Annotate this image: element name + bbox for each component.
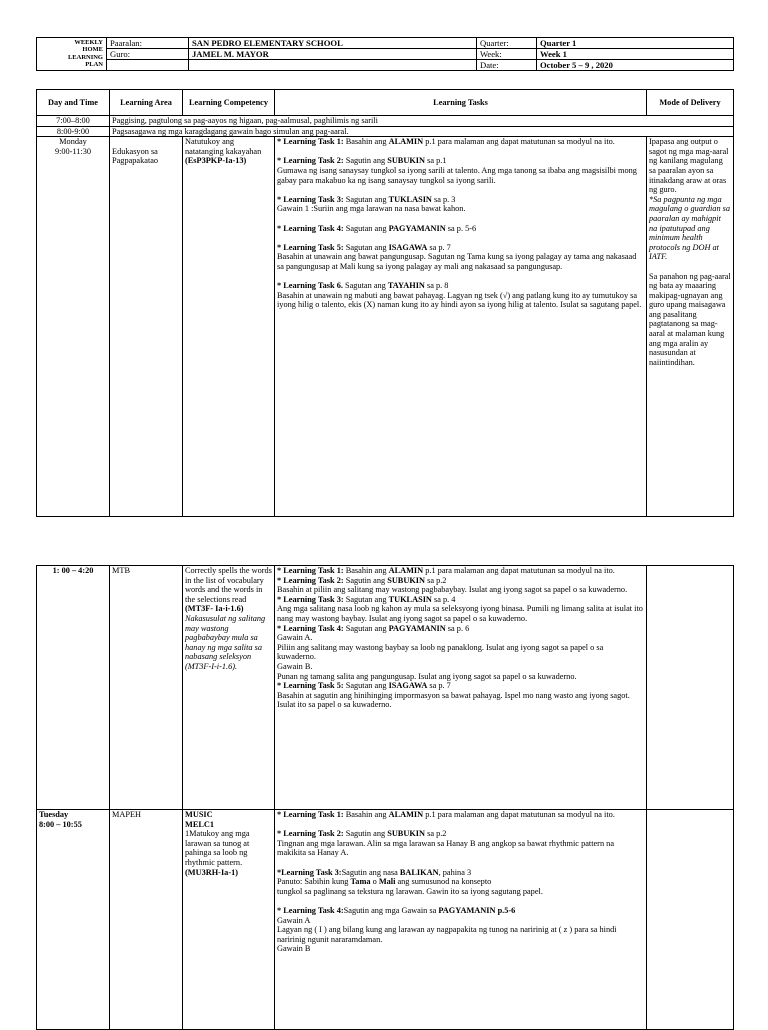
esp-area-cell xyxy=(110,137,183,517)
learning-task: * Learning Task 5: Sagutan ang ISAGAWA sa p. 7 Basahin at sagutin ang hinihinging impormasyon sa bawat pahayag. Ispel mo nang wasto ang iyong sagot. Isulat ito sa papel o sa kuwaderno. xyxy=(277,681,630,710)
esp-day-time xyxy=(37,137,110,517)
mode-text: Sa panahon ng pag-aaral ng bata ay maaaring makipag-ugnayan ang guro upang maisagawa ang pasalitang pagtatanong sa mag-aaral at malaman kung ang mga aralin ay nasusundan at naiintindihan. xyxy=(649,271,731,367)
routine-activity: Paggising, pagtulong sa pag-aayos ng higaan, pag-aalmusal, paghilimis ng sarili xyxy=(110,116,734,127)
quarter-label: Quarter: xyxy=(477,38,537,49)
learning-task: * Learning Task 3: Sagutan ang TUKLASIN sa p. 4 Ang mga salitang nasa loob ng kahon ay mula sa seleksyong iyong binasa. Pumili ng limang salita at isulat ito nang may wastong baybay. Isulat ang iyong sagot sa papel o sa kuwaderno. xyxy=(277,594,643,623)
competency-text: 1Matukoy ang mga larawan sa tunog at pahinga sa loob ng rhythmic pattern. xyxy=(185,829,250,867)
col-header-tasks: Learning Tasks xyxy=(275,90,647,116)
empty-cell xyxy=(107,60,189,71)
learning-task: * Learning Task 4:Sagutin ang mga Gawain sa PAGYAMANIN p.5-6 Gawain A Lagyan ng ( I ) ang bilang kung ang larawan ay nagpapakita ng tunog na naririnig at ( z ) para sa hindi naririnig ngunit nararamdaman. Gawain B xyxy=(277,905,617,954)
col-header-mode: Mode of Delivery xyxy=(647,90,734,116)
routine-time: 8:00-9:00 xyxy=(37,126,110,137)
empty-cell xyxy=(189,60,477,71)
learning-task: * Learning Task 4: Sagutan ang PAGYAMANIN sa p. 5-6 xyxy=(277,223,477,233)
esp-mode-cell xyxy=(647,137,734,517)
plan-table-continued xyxy=(36,565,734,1030)
competency-text: Natutukoy ang natatanging kakayahan xyxy=(185,137,262,156)
competency-code: (EsP3PKP-Ia-13) xyxy=(185,156,247,166)
esp-competency-cell xyxy=(183,137,275,517)
learning-task: *Learning Task 3:Sagutin ang nasa BALIKAN, pahina 3 Panuto: Sabihin kung Tama o Mali ang sumusunod na konsepto tungkol sa paglinang sa tekstura ng larawan. Gawin ito sa iyong sagutang papel. xyxy=(277,867,543,896)
time-label: 8:00 – 10:55 xyxy=(39,819,82,829)
learning-task: * Learning Task 2: Sagutin ang SUBUKIN sa p.1 Gumawa ng isang sanaysay tungkol sa iyong sarili at talento. Ang mga tanong sa ibaba ang magsisilbi mong gabay para makabuo ka ng isang sanaysay tungkol sa iyong sarili. xyxy=(277,156,637,185)
date-value: October 5 – 9 , 2020 xyxy=(537,60,734,71)
mtb-mode-cell xyxy=(647,566,734,810)
day-label: Tuesday xyxy=(39,810,69,819)
mtb-tasks-cell xyxy=(275,566,647,810)
school-name: SAN PEDRO ELEMENTARY SCHOOL xyxy=(189,38,477,49)
mode-text: Ipapasa ang output o sagot ng mga mag-aaral ng kanilang magulang sa paaralan ayon sa itinakdang araw at oras ng guro. xyxy=(649,137,729,195)
teacher-name: JAMEL M. MAYOR xyxy=(189,49,477,60)
mapeh-competency-cell xyxy=(183,810,275,1030)
routine-activity: Pagsasagawa ng mga karagdagang gawain bago simulan ang pag-aaral. xyxy=(110,126,734,137)
col-header-competency: Learning Competency xyxy=(183,90,275,116)
learning-task: * Learning Task 2: Sagutin ang SUBUKIN sa p.2 Tingnan ang mga larawan. Alin sa mga larawan sa Hanay B ang angkop sa bawat rhythmic pattern na makikita sa Hanay A. xyxy=(277,829,615,858)
mapeh-day-time xyxy=(37,810,110,1030)
week-value: Week 1 xyxy=(537,49,734,60)
learning-task: * Learning Task 1: Basahin ang ALAMIN p.1 para malaman ang dapat matutunan sa modyul na ito. xyxy=(277,137,615,147)
teacher-label: Guro: xyxy=(107,49,189,60)
learning-task: * Learning Task 1: Basahin ang ALAMIN p.1 para malaman ang dapat matutunan sa modyul na ito. xyxy=(277,810,615,819)
time-label: 9:00-11:30 xyxy=(54,146,92,156)
routine-time: 7:00–8:00 xyxy=(37,116,110,127)
competency-code: (MU3RH-Ia-1) xyxy=(185,867,238,877)
learning-task: * Learning Task 5: Sagutan ang ISAGAWA sa p. 7 Basahin at unawain ang bawat pangungusap. Sagutan ng Tama kung sa iyong palagay ay tama ang nakasaad sa pangungusap at Mali kung sa iyong palagay ay mali ang nakasaad sa pangungusap. xyxy=(277,242,637,271)
learning-task: * Learning Task 4: Sagutan ang PAGYAMANIN sa p. 6 Gawain A. Piliin ang salitang may wastong baybay sa loob ng panaklong. Isulat ang iyong sagot sa papel o sa kuwaderno. Gawain B. Punan ng tamang salita ang pangungusap. Isulat ang iyong sagot sa papel o sa kuwaderno. xyxy=(277,623,604,681)
competency-text: Correctly spells the words in the list of vocabulary words and the words in the selections read xyxy=(185,566,272,604)
quarter-value: Quarter 1 xyxy=(537,38,734,49)
mode-note: *Sa pagpunta ng mga magulang o guardian sa paaralan ay mahigpit na ipatutupad ang minimum health protocols ng DOH at IATF. xyxy=(649,194,731,262)
mtb-competency-cell xyxy=(183,566,275,810)
day-label: Monday xyxy=(59,137,87,147)
date-label: Date: xyxy=(477,60,537,71)
header-table xyxy=(36,37,734,71)
school-label: Paaralan: xyxy=(107,38,189,49)
learning-task: * Learning Task 1: Basahin ang ALAMIN p.1 para malaman ang dapat matutunan sa modyul na ito. xyxy=(277,566,615,575)
subject-title: MUSIC xyxy=(185,810,213,819)
mapeh-mode-cell xyxy=(647,810,734,1030)
competency-code: (MT3F- Ia-i-1.6) xyxy=(185,604,244,614)
plan-title: WEEKLY HOME LEARNING PLAN xyxy=(37,38,107,71)
mapeh-area: MAPEH xyxy=(110,810,183,1030)
col-header-day-time: Day and Time xyxy=(37,90,110,116)
learning-task: * Learning Task 6. Sagutan ang TAYAHIN sa p. 8 Basahin at unawain ng mabuti ang bawat pahayag. Lagyan ng tsek (√) ang patlang kung ito ay tumutukoy sa iyong hilig o talento, ekis (X) naman kung ito ay hindi ayon sa iyong hilig at talento. Isulat sa sagutang papel. xyxy=(277,281,642,310)
learning-area: Edukasyon sa Pagpapakatao xyxy=(112,146,159,166)
melc-title: MELC1 xyxy=(185,819,215,829)
week-label: Week: xyxy=(477,49,537,60)
competency-filipino: Nakasusulat ng salitang may wastong pagbabaybay mula sa hanay ng mga salita sa nabasang seleksyon (MT3F-I-i-1.6). xyxy=(185,613,266,671)
mapeh-tasks-cell xyxy=(275,810,647,1030)
plan-table xyxy=(36,89,734,517)
col-header-learning-area: Learning Area xyxy=(110,90,183,116)
learning-task: * Learning Task 3: Sagutan ang TUKLASIN sa p. 3 Gawain 1 :Suriin ang mga larawan na nasa bawat kahon. xyxy=(277,194,466,214)
esp-tasks-cell xyxy=(275,137,647,517)
mtb-time: 1: 00 – 4:20 xyxy=(37,566,110,810)
mtb-area: MTB xyxy=(110,566,183,810)
learning-task: * Learning Task 2: Sagutin ang SUBUKIN sa p.2 Basahin at piliin ang salitang may wastong pagbabaybay. Isulat ang iyong sagot sa papel o sa kuwaderno. xyxy=(277,575,628,595)
